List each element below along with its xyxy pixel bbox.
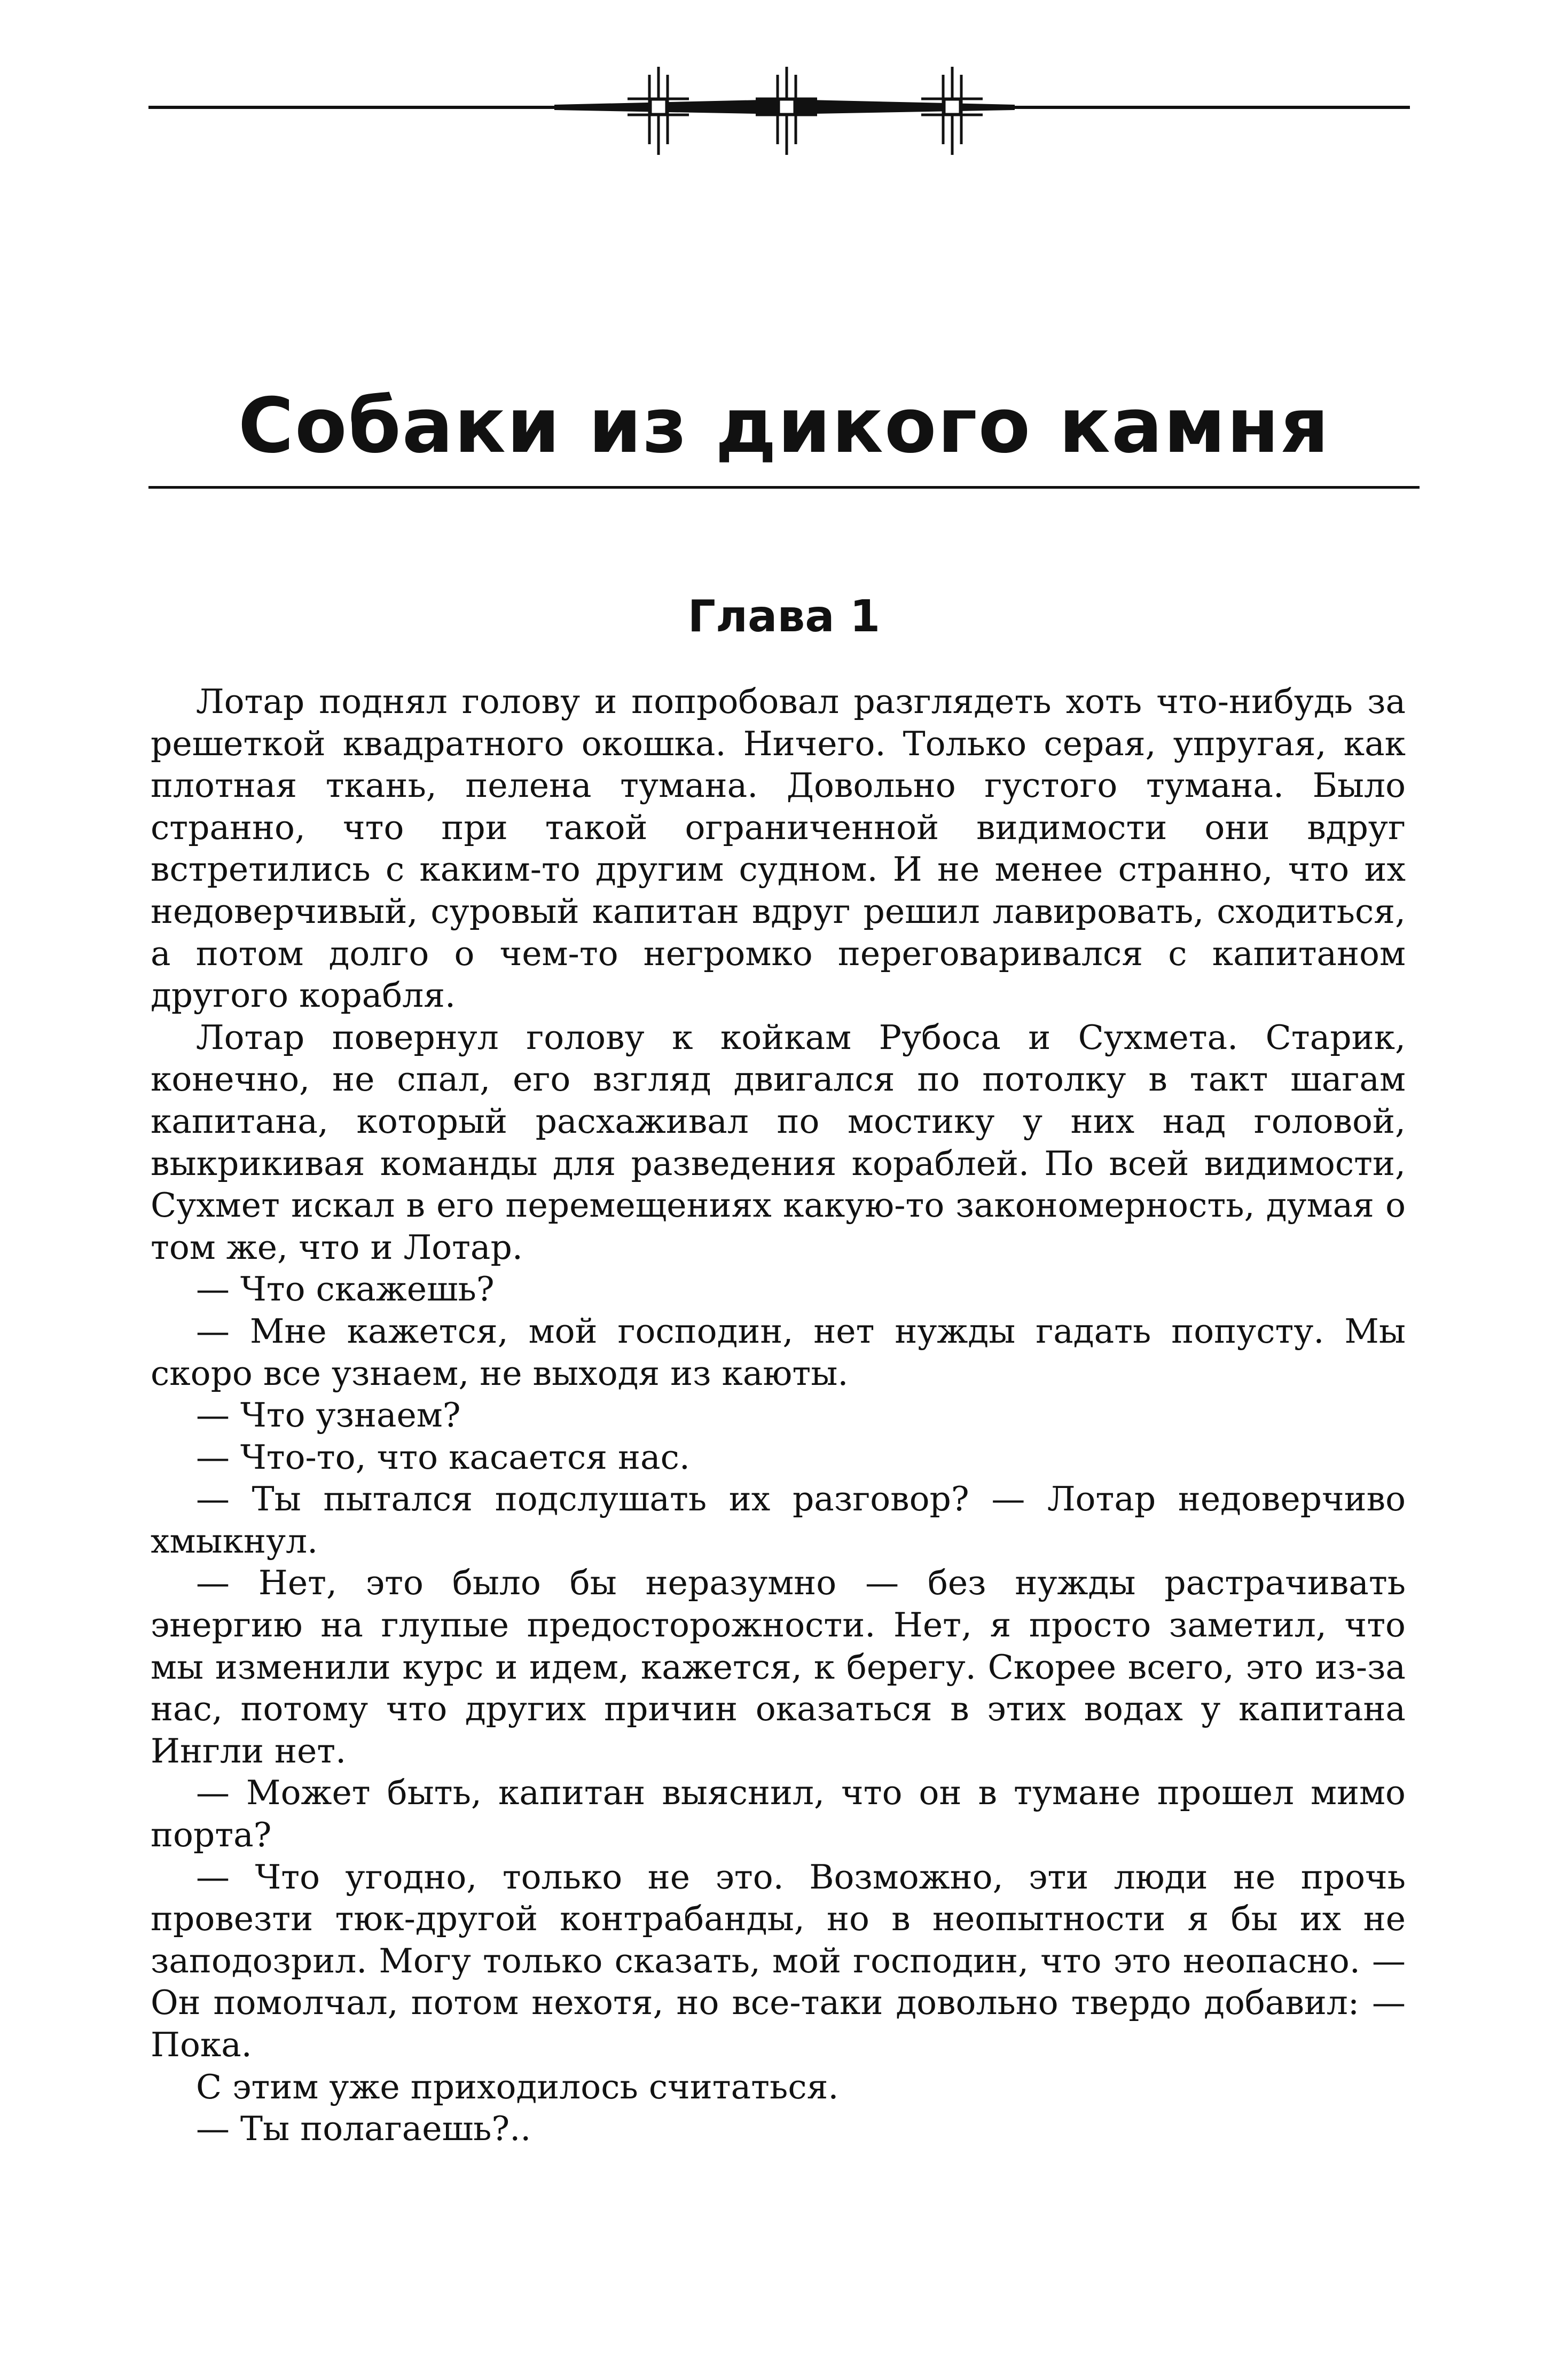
dialogue-line: — Что скажешь? [196,1270,495,1309]
dialogue-line: — Ты пытался подслушать их разговор? — Лотар недоверчиво хмыкнул. [151,1479,1406,1561]
dialogue-line: — Нет, это было бы неразумно — без нужды растрачивать энергию на глупые предосторожности. Нет, я просто заметил, что мы изменили курс и идем, кажется, к берегу. Скорее всего, это из-за нас, потому что других причин оказаться в этих водах у капитана Ингли нет. [151,1563,1406,1770]
dialogue-line: — Ты полагаешь?.. [196,2109,531,2149]
chapter-text [151,681,1406,2150]
ornament-rule-right [1015,106,1410,109]
dialogue-line: — Что угодно, только не это. Возможно, эти люди не прочь провезти тюк-другой контрабанды, но в неопытности я бы их не заподозрил. Могу только сказать, мой господин, что это неопасно. — Он помолчал, потом нехотя, но все-таки довольно твердо добавил: — Пока. [151,1857,1406,2064]
paragraph: Лотар повернул голову к койкам Рубоса и Сухмета. Старик, конечно, не спал, его взгляд двигался по потолку в такт шагам капитана, который расхаживал по мостику у них над головой, выкрикивая команды для разведения кораблей. По всей видимости, Сухмет искал в его перемещениях какую-то закономерность, думая о том же, что и Лотар. [151,1017,1406,1267]
book-title: Собаки из дикого камня [238,382,1330,470]
dialogue-line: — Мне кажется, мой господин, нет нужды гадать попусту. Мы скоро все узнаем, не выходя из каюты. [151,1311,1406,1393]
dialogue-line: — Что узнаем? [196,1396,461,1435]
paragraph: С этим уже приходилось считаться. [196,2067,839,2106]
chapter-title: Глава 1 [687,591,881,642]
paragraph: Лотар поднял голову и попробовал разглядеть хоть что-нибудь за решеткой квадратного окошка. Ничего. Только серая, упругая, как плотная ткань, пелена тумана. Довольно густого тумана. Было странно, что при такой ограниченной видимости они вдруг встретились с каким-то другим судном. И не менее странно, что их недоверчивый, суровый капитан вдруг решил лавировать, сходиться, а потом долго о чем-то негромко переговаривался с капитаном другого корабля. [151,682,1406,1015]
dialogue-line: — Что-то, что касается нас. [196,1437,690,1477]
dialogue-line: — Может быть, капитан выяснил, что он в тумане прошел мимо порта? [151,1773,1406,1855]
title-underline [148,486,1420,489]
header-ornament [0,0,1568,214]
ornament-rule-left [148,106,554,109]
